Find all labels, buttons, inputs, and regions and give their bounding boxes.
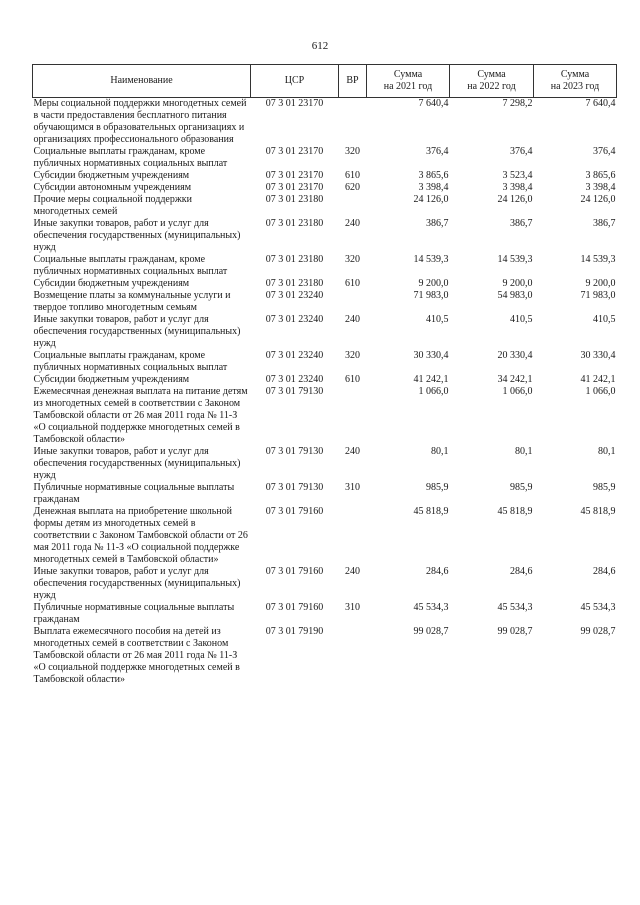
row-name: Иные закупки товаров, работ и услуг для обеспечения государственных (муниципальных) нужд <box>33 446 241 481</box>
row-sum-2021: 7 640,4 <box>418 98 449 109</box>
row-csr-code: 07 3 01 23170 <box>265 182 324 193</box>
header-sum-2022-line2: на 2022 год <box>467 81 516 92</box>
row-name: Иные закупки товаров, работ и услуг для обеспечения государственных (муниципальных) нужд <box>33 566 241 601</box>
row-csr-code: 07 3 01 79130 <box>265 386 324 397</box>
row-sum-2021: 410,5 <box>426 314 449 325</box>
row-name: Меры социальной поддержки многодетных семей в части предоставления бесплатного питания обучающимся в образовательных организациях и организациях профессионального образования <box>33 98 247 145</box>
row-sum-2021: 45 534,3 <box>413 602 449 613</box>
table-row <box>33 278 617 290</box>
row-name: Социальные выплаты гражданам, кроме публичных нормативных социальных выплат <box>33 146 228 169</box>
row-sum-2021: 71 983,0 <box>413 290 449 301</box>
row-name: Публичные нормативные социальные выплаты гражданам <box>33 602 235 625</box>
header-sum-2023-line2: на 2023 год <box>550 81 600 92</box>
row-vr-code: 610 <box>345 278 360 289</box>
row-sum-2021: 24 126,0 <box>413 194 449 205</box>
row-sum-2023: 80,1 <box>598 446 616 457</box>
row-vr-code: 240 <box>345 446 360 457</box>
row-sum-2021: 376,4 <box>426 146 449 157</box>
row-sum-2022: 3 523,4 <box>502 170 533 181</box>
table-row <box>33 374 617 386</box>
row-csr-code: 07 3 01 23170 <box>265 98 324 109</box>
table-row <box>33 350 617 374</box>
row-name: Субсидии бюджетным учреждениям <box>33 278 190 289</box>
row-csr-code: 07 3 01 23240 <box>265 350 324 361</box>
table-row <box>33 386 617 446</box>
table-row <box>33 254 617 278</box>
header-sum-2023 <box>534 65 617 98</box>
row-name: Возмещение платы за коммунальные услуги и твердое топливо многодетным семьям <box>33 290 231 313</box>
row-csr-code: 07 3 01 23170 <box>265 146 324 157</box>
header-sum-2021-line1: Сумма <box>393 69 423 80</box>
row-sum-2021: 41 242,1 <box>413 374 449 385</box>
row-vr-code: 240 <box>345 566 360 577</box>
row-sum-2022: 45 534,3 <box>497 602 533 613</box>
row-name: Субсидии автономным учреждениям <box>33 182 192 193</box>
row-name: Публичные нормативные социальные выплаты гражданам <box>33 482 235 505</box>
row-sum-2021: 1 066,0 <box>418 386 449 397</box>
row-sum-2023: 7 640,4 <box>585 98 616 109</box>
row-name: Субсидии бюджетным учреждениям <box>33 374 190 385</box>
row-sum-2022: 45 818,9 <box>497 506 533 517</box>
header-row <box>33 65 617 98</box>
row-sum-2021: 284,6 <box>426 566 449 577</box>
row-csr-code: 07 3 01 23240 <box>265 314 324 325</box>
row-sum-2021: 30 330,4 <box>413 350 449 361</box>
row-name: Субсидии бюджетным учреждениям <box>33 170 190 181</box>
row-sum-2021: 3 398,4 <box>418 182 449 193</box>
row-sum-2022: 1 066,0 <box>502 386 533 397</box>
table-row <box>33 146 617 170</box>
row-sum-2021: 9 200,0 <box>418 278 449 289</box>
row-sum-2021: 985,9 <box>426 482 449 493</box>
row-csr-code: 07 3 01 79160 <box>265 566 324 577</box>
row-csr-code: 07 3 01 23240 <box>265 374 324 385</box>
page-number: 612 <box>311 40 329 52</box>
row-vr-code: 240 <box>345 218 360 229</box>
table-row <box>33 170 617 182</box>
row-sum-2022: 7 298,2 <box>502 98 533 109</box>
header-sum-2021-line2: на 2021 год <box>383 81 433 92</box>
row-csr-code: 07 3 01 23180 <box>265 278 324 289</box>
row-vr-code: 610 <box>345 170 360 181</box>
row-sum-2022: 9 200,0 <box>502 278 533 289</box>
row-csr-code: 07 3 01 79190 <box>265 626 324 637</box>
row-sum-2023: 14 539,3 <box>580 254 616 265</box>
row-sum-2023: 41 242,1 <box>580 374 616 385</box>
row-name: Денежная выплата на приобретение школьной формы детям из многодетных семей в соответствии с Законом Тамбовской области от 26 мая 2011 года № 11-З «О социальной поддержке многодетных семей в Тамбовской области» <box>33 506 248 565</box>
row-sum-2023: 284,6 <box>593 566 616 577</box>
table-row <box>33 506 617 566</box>
row-sum-2023: 99 028,7 <box>580 626 616 637</box>
table-row <box>33 314 617 350</box>
table-row <box>33 446 617 482</box>
row-sum-2022: 376,4 <box>510 146 533 157</box>
row-vr-code <box>339 626 367 686</box>
row-vr-code: 320 <box>345 254 360 265</box>
table-row <box>33 194 617 218</box>
table-row <box>33 218 617 254</box>
budget-table <box>32 64 617 686</box>
row-vr-code <box>339 506 367 566</box>
row-vr-code <box>339 98 367 147</box>
row-sum-2021: 3 865,6 <box>418 170 449 181</box>
table-row <box>33 290 617 314</box>
row-sum-2023: 3 865,6 <box>585 170 616 181</box>
row-vr-code <box>339 194 367 218</box>
row-vr-code: 320 <box>345 350 360 361</box>
row-sum-2022: 3 398,4 <box>502 182 533 193</box>
row-sum-2022: 386,7 <box>510 218 533 229</box>
table-row <box>33 182 617 194</box>
row-vr-code: 620 <box>345 182 360 193</box>
row-sum-2023: 24 126,0 <box>580 194 616 205</box>
row-csr-code: 07 3 01 79160 <box>265 506 324 517</box>
table-row <box>33 482 617 506</box>
row-sum-2021: 14 539,3 <box>413 254 449 265</box>
row-csr-code: 07 3 01 79130 <box>265 482 324 493</box>
row-csr-code: 07 3 01 23240 <box>265 290 324 301</box>
row-sum-2023: 386,7 <box>593 218 616 229</box>
row-csr-code: 07 3 01 79130 <box>265 446 324 457</box>
row-sum-2022: 34 242,1 <box>497 374 533 385</box>
row-name: Прочие меры социальной поддержки многодетных семей <box>33 194 192 217</box>
row-csr-code: 07 3 01 23180 <box>265 254 324 265</box>
row-csr-code: 07 3 01 23180 <box>265 218 324 229</box>
row-sum-2022: 99 028,7 <box>497 626 533 637</box>
row-sum-2022: 14 539,3 <box>497 254 533 265</box>
row-sum-2022: 20 330,4 <box>497 350 533 361</box>
row-sum-2021: 386,7 <box>426 218 449 229</box>
row-csr-code: 07 3 01 23170 <box>265 170 324 181</box>
row-sum-2022: 985,9 <box>510 482 533 493</box>
row-sum-2023: 410,5 <box>593 314 616 325</box>
row-sum-2023: 985,9 <box>593 482 616 493</box>
row-name: Выплата ежемесячного пособия на детей из многодетных семей в соответствии с Законом Тамбовской области от 26 мая 2011 года № 11-З «О социальной поддержке многодетных семей в Тамбовской области» <box>33 626 240 685</box>
row-sum-2023: 45 534,3 <box>580 602 616 613</box>
row-vr-code: 310 <box>345 482 360 493</box>
row-sum-2022: 24 126,0 <box>497 194 533 205</box>
table-body <box>33 98 617 687</box>
row-sum-2023: 45 818,9 <box>580 506 616 517</box>
row-sum-2023: 9 200,0 <box>585 278 616 289</box>
row-name: Социальные выплаты гражданам, кроме публичных нормативных социальных выплат <box>33 350 228 373</box>
row-vr-code: 320 <box>345 146 360 157</box>
row-sum-2022: 284,6 <box>510 566 533 577</box>
header-sum-2022 <box>450 65 534 98</box>
row-sum-2021: 45 818,9 <box>413 506 449 517</box>
row-sum-2022: 410,5 <box>510 314 533 325</box>
row-csr-code: 07 3 01 23180 <box>265 194 324 205</box>
table-header <box>33 65 617 98</box>
header-sum-2022-line1: Сумма <box>477 69 506 80</box>
row-vr-code: 240 <box>345 314 360 325</box>
row-sum-2022: 54 983,0 <box>497 290 533 301</box>
table-row <box>33 566 617 602</box>
row-sum-2023: 30 330,4 <box>580 350 616 361</box>
header-sum-2023-line1: Сумма <box>560 69 590 80</box>
table-row <box>33 98 617 147</box>
row-name: Социальные выплаты гражданам, кроме публичных нормативных социальных выплат <box>33 254 228 277</box>
row-vr-code: 310 <box>345 602 360 613</box>
row-name: Ежемесячная денежная выплата на питание детям из многодетных семей в соответствии с Законом Тамбовской области от 26 мая 2011 года № 11-З «О социальной поддержке многодетных семей в Тамбовской области» <box>33 386 248 445</box>
row-name: Иные закупки товаров, работ и услуг для обеспечения государственных (муниципальных) нужд <box>33 314 241 349</box>
row-vr-code: 610 <box>345 374 360 385</box>
row-csr-code: 07 3 01 79160 <box>265 602 324 613</box>
header-sum-2021 <box>367 65 450 98</box>
table-row <box>33 602 617 626</box>
row-sum-2023: 3 398,4 <box>585 182 616 193</box>
row-sum-2021: 99 028,7 <box>413 626 449 637</box>
header-name: Наименование <box>33 65 251 98</box>
row-name: Иные закупки товаров, работ и услуг для обеспечения государственных (муниципальных) нужд <box>33 218 241 253</box>
row-vr-code <box>339 386 367 446</box>
table-row <box>33 626 617 686</box>
row-vr-code <box>339 290 367 314</box>
header-csr: ЦСР <box>251 65 339 98</box>
row-sum-2023: 1 066,0 <box>585 386 616 397</box>
row-sum-2023: 376,4 <box>593 146 616 157</box>
row-sum-2023: 71 983,0 <box>580 290 616 301</box>
row-sum-2022: 80,1 <box>515 446 533 457</box>
row-sum-2021: 80,1 <box>431 446 449 457</box>
header-vr: ВР <box>339 65 367 98</box>
